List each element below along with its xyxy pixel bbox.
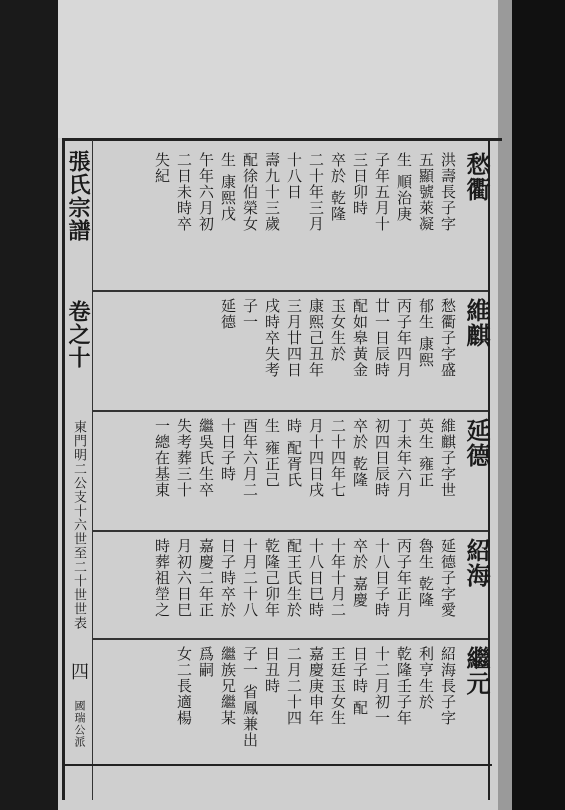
record-column: 卒於 嘉慶 <box>351 538 369 608</box>
record-column: 郁生 康熙 <box>417 298 435 368</box>
record-column: 十八日巳時 <box>307 538 325 618</box>
section-label: 東門明二公支十六世至二十世世表 <box>71 420 86 630</box>
record-column: 酉年六月二 <box>241 418 259 498</box>
record-column: 乾隆壬子年 <box>395 646 413 726</box>
record-column: 爲嗣 <box>197 646 215 678</box>
bottom-border <box>62 764 492 766</box>
generation-name: 維麒 <box>462 298 491 348</box>
record-column: 一總在基東 <box>153 418 171 498</box>
record-column: 延德 <box>219 298 237 330</box>
record-column: 玉女生於 <box>329 298 347 362</box>
right-border <box>488 140 490 800</box>
record-column: 子一 <box>241 298 259 330</box>
record-column: 生 康熙戊 <box>219 152 237 222</box>
record-column: 十二月初一 <box>373 646 391 726</box>
generation-name: 紹海 <box>462 538 491 588</box>
record-column: 子一 省鳳兼出 <box>241 646 259 748</box>
record-column: 紹海長子字 <box>439 646 457 726</box>
record-column: 失考葬三十 <box>175 418 193 498</box>
page-edge <box>498 0 512 810</box>
record-column: 三日卯時 <box>351 152 369 216</box>
record-column: 繼族兄繼某 <box>219 646 237 726</box>
record-column: 維麒子字世 <box>439 418 457 498</box>
record-column: 時葬祖塋之 <box>153 538 171 618</box>
record-column: 月十四日戌 <box>307 418 325 498</box>
record-column: 三月廿四日 <box>285 298 303 378</box>
record-column: 壽九十三歲 <box>263 152 281 232</box>
hall-label: 國瑞公派 <box>73 700 86 748</box>
book-title: 張氏宗譜 <box>65 150 91 242</box>
record-column: 十八日子時 <box>373 538 391 618</box>
top-border <box>62 138 502 141</box>
record-column: 日子時卒於 <box>219 538 237 618</box>
record-column: 洪壽長子字 <box>439 152 457 232</box>
record-column: 繼吳氏生卒 <box>197 418 215 498</box>
record-column: 初四日辰時 <box>373 418 391 498</box>
record-column: 配王氏生於 <box>285 538 303 618</box>
record-column: 月初六日巳 <box>175 538 193 618</box>
generation-name: 愁衢 <box>462 152 491 202</box>
blank-header-area <box>58 0 498 138</box>
record-column: 二月二十四 <box>285 646 303 726</box>
record-column: 失紀 <box>153 152 171 184</box>
record-column: 時 配胥氏 <box>285 418 303 488</box>
record-column: 王廷玉女生 <box>329 646 347 726</box>
record-column: 十年十月二 <box>329 538 347 618</box>
generation-divider <box>92 410 488 412</box>
leaf-number: 四 <box>68 662 89 681</box>
record-column: 十日子時 <box>219 418 237 482</box>
record-column: 日子時 配 <box>351 646 369 716</box>
generation-divider <box>92 530 488 532</box>
record-column: 配徐伯榮女 <box>241 152 259 232</box>
record-column: 女二長適楊 <box>175 646 193 726</box>
record-column: 英生 雍正 <box>417 418 435 488</box>
volume-label: 卷之十 <box>65 300 91 369</box>
record-column: 戌時卒失考 <box>263 298 281 378</box>
record-column: 嘉慶庚申年 <box>307 646 325 726</box>
record-column: 配如皋黃金 <box>351 298 369 378</box>
generation-name: 繼元 <box>462 646 491 696</box>
record-column: 生 雍正己 <box>263 418 281 488</box>
record-column: 午年六月初 <box>197 152 215 232</box>
record-column: 卒於 乾隆 <box>329 152 347 222</box>
record-column: 魯生 乾隆 <box>417 538 435 608</box>
generation-name: 延德 <box>462 418 491 468</box>
record-column: 愁衢子字盛 <box>439 298 457 378</box>
record-column: 二十四年七 <box>329 418 347 498</box>
record-column: 生 順治庚 <box>395 152 413 222</box>
margin-border <box>92 140 93 800</box>
record-column: 廿一日辰時 <box>373 298 391 378</box>
record-column: 丙子年正月 <box>395 538 413 618</box>
record-column: 乾隆己卯年 <box>263 538 281 618</box>
generation-divider <box>92 290 488 292</box>
record-column: 延德子字愛 <box>439 538 457 618</box>
record-column: 卒於 乾隆 <box>351 418 369 488</box>
record-column: 丁未年六月 <box>395 418 413 498</box>
background-edge <box>512 0 565 810</box>
record-column: 康熙己丑年 <box>307 298 325 378</box>
generation-divider <box>92 638 488 640</box>
record-column: 日丑時 <box>263 646 281 694</box>
record-column: 利亨生於 <box>417 646 435 710</box>
record-column: 十月二十八 <box>241 538 259 618</box>
record-column: 十八日 <box>285 152 303 200</box>
record-column: 五顯號萊凝 <box>417 152 435 232</box>
record-column: 嘉慶二年正 <box>197 538 215 618</box>
record-column: 二十年三月 <box>307 152 325 232</box>
record-column: 丙子年四月 <box>395 298 413 378</box>
record-column: 子年五月十 <box>373 152 391 232</box>
record-column: 二日未時卒 <box>175 152 193 232</box>
